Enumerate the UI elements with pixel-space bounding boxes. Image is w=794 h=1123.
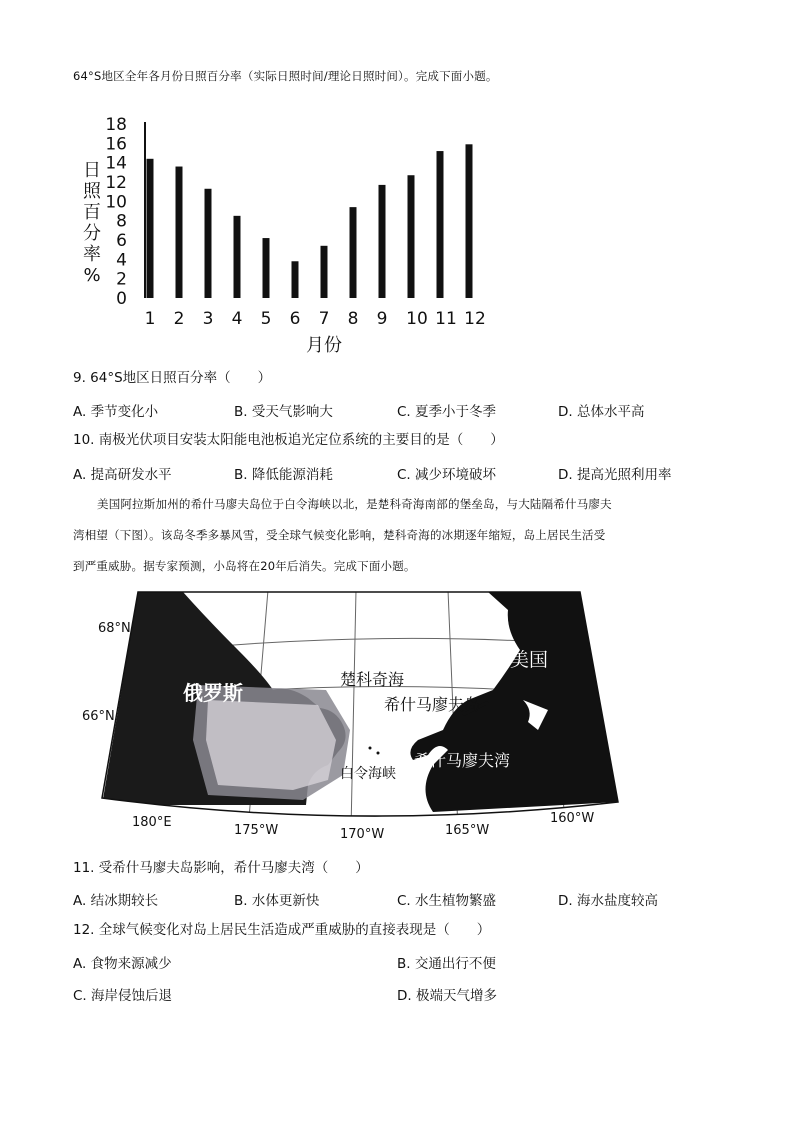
bar-month-1 xyxy=(147,159,154,298)
q9-option-a[interactable]: A. 季节变化小 xyxy=(73,404,159,420)
y-tick-label: 2 xyxy=(116,269,127,290)
y-tick-label: 12 xyxy=(105,173,127,193)
q11-option-a[interactable]: A. 结冰期较长 xyxy=(73,893,159,909)
q12-option-a[interactable]: A. 食物来源减少 xyxy=(73,956,172,972)
bar-month-8 xyxy=(350,207,357,298)
map-label-chukchi-sea: 楚科奇海 xyxy=(340,670,405,689)
q10-option-a[interactable]: A. 提高研发水平 xyxy=(73,467,172,483)
q12-option-c[interactable]: C. 海岸侵蚀后退 xyxy=(73,988,173,1004)
bar-month-4 xyxy=(234,216,241,298)
q11-stem: 11. 受希什马廖夫岛影响，希什马廖夫湾（ ） xyxy=(73,860,369,876)
y-tick-label: 10 xyxy=(105,192,127,213)
y-tick-label: 16 xyxy=(105,134,127,155)
x-axis-label: 月份 xyxy=(306,335,342,356)
x-tick-label: 5 xyxy=(260,309,272,329)
intro2-line3: 到严重威胁。据专家预测，小岛将在20年后消失。完成下面小题。 xyxy=(73,559,416,573)
q12-option-d[interactable]: D. 极端天气增多 xyxy=(397,988,497,1004)
bar-month-12 xyxy=(466,144,473,298)
map-label-russia: 俄罗斯 xyxy=(183,681,243,705)
bar-month-7 xyxy=(321,246,328,298)
y-tick-label: 8 xyxy=(116,211,127,232)
intro2-line2: 湾相望（下图）。该岛冬季多暴风雪，受全球气候变化影响，楚科奇海的冰期逐年缩短，岛上居民生活受 xyxy=(73,528,606,542)
y-tick-label: 4 xyxy=(116,250,127,271)
y-tick-label: 18 xyxy=(105,115,127,135)
sunshine-bar-chart xyxy=(72,108,492,358)
q10-stem: 10. 南极光伏项目安装太阳能电池板追光定位系统的主要目的是（ ） xyxy=(73,432,504,448)
q12-option-b[interactable]: B. 交通出行不便 xyxy=(397,956,496,972)
q12-stem: 12. 全球气候变化对岛上居民生活造成严重威胁的直接表现是（ ） xyxy=(73,922,491,938)
lat-label-68: 68°N xyxy=(98,621,131,636)
x-tick-label: 11 xyxy=(435,309,457,329)
bar-month-2 xyxy=(176,167,183,298)
x-tick-label: 9 xyxy=(376,309,388,329)
map-label-island: 希什马廖夫岛 xyxy=(384,695,481,714)
x-tick-label: 7 xyxy=(318,309,330,329)
bar-month-3 xyxy=(205,189,212,298)
q9-option-b[interactable]: B. 受天气影响大 xyxy=(234,404,333,420)
lon-label-175w: 175°W xyxy=(234,823,279,838)
q11-option-b[interactable]: B. 水体更新快 xyxy=(234,893,320,909)
bar-month-5 xyxy=(263,238,270,298)
bar-month-9 xyxy=(379,185,386,298)
lat-label-66: 66°N xyxy=(82,709,115,724)
bering-map xyxy=(82,590,638,842)
intro2-line1: 美国阿拉斯加州的希什马廖夫岛位于白令海峡以北，是楚科奇海南部的堡垒岛，与大陆隔希什马廖夫 xyxy=(97,497,612,511)
x-tick-label: 4 xyxy=(231,309,243,329)
map-label-strait: 白令海峡 xyxy=(340,766,396,782)
y-axis-label: 日照百分率% xyxy=(83,160,101,286)
lon-label-170w: 170°W xyxy=(340,827,385,842)
x-tick-label: 2 xyxy=(173,309,185,329)
x-tick-label: 10 xyxy=(406,309,428,329)
q11-option-c[interactable]: C. 水生植物繁盛 xyxy=(397,893,497,909)
q10-option-d[interactable]: D. 提高光照利用率 xyxy=(558,467,672,483)
y-tick-label: 14 xyxy=(105,153,127,174)
lon-label-180e: 180°E xyxy=(132,815,172,830)
q9-option-c[interactable]: C. 夏季小于冬季 xyxy=(397,404,497,420)
intro-text-1: 64°S地区全年各月份日照百分率（实际日照时间/理论日照时间）。完成下面小题。 xyxy=(73,69,498,83)
lon-label-165w: 165°W xyxy=(445,823,490,838)
lon-label-160w: 160°W xyxy=(550,811,595,826)
x-tick-label: 12 xyxy=(464,309,486,329)
q10-option-b[interactable]: B. 降低能源消耗 xyxy=(234,467,333,483)
x-tick-label: 3 xyxy=(202,309,214,329)
x-tick-label: 8 xyxy=(347,309,359,329)
q10-option-c[interactable]: C. 减少环境破坏 xyxy=(397,467,497,483)
q9-stem: 9. 64°S地区日照百分率（ ） xyxy=(73,370,272,386)
y-tick-label: 0 xyxy=(116,289,127,309)
map-label-bay: 希什马廖夫湾 xyxy=(414,751,511,770)
map-label-usa: 美国 xyxy=(510,649,549,671)
x-tick-label: 1 xyxy=(144,309,156,329)
bar-month-10 xyxy=(408,175,415,298)
bar-month-6 xyxy=(292,261,299,298)
x-tick-label: 6 xyxy=(289,309,301,329)
q9-option-d[interactable]: D. 总体水平高 xyxy=(558,404,645,420)
q11-option-d[interactable]: D. 海水盐度较高 xyxy=(558,893,658,909)
y-tick-label: 6 xyxy=(116,231,127,251)
bar-month-11 xyxy=(437,151,444,298)
